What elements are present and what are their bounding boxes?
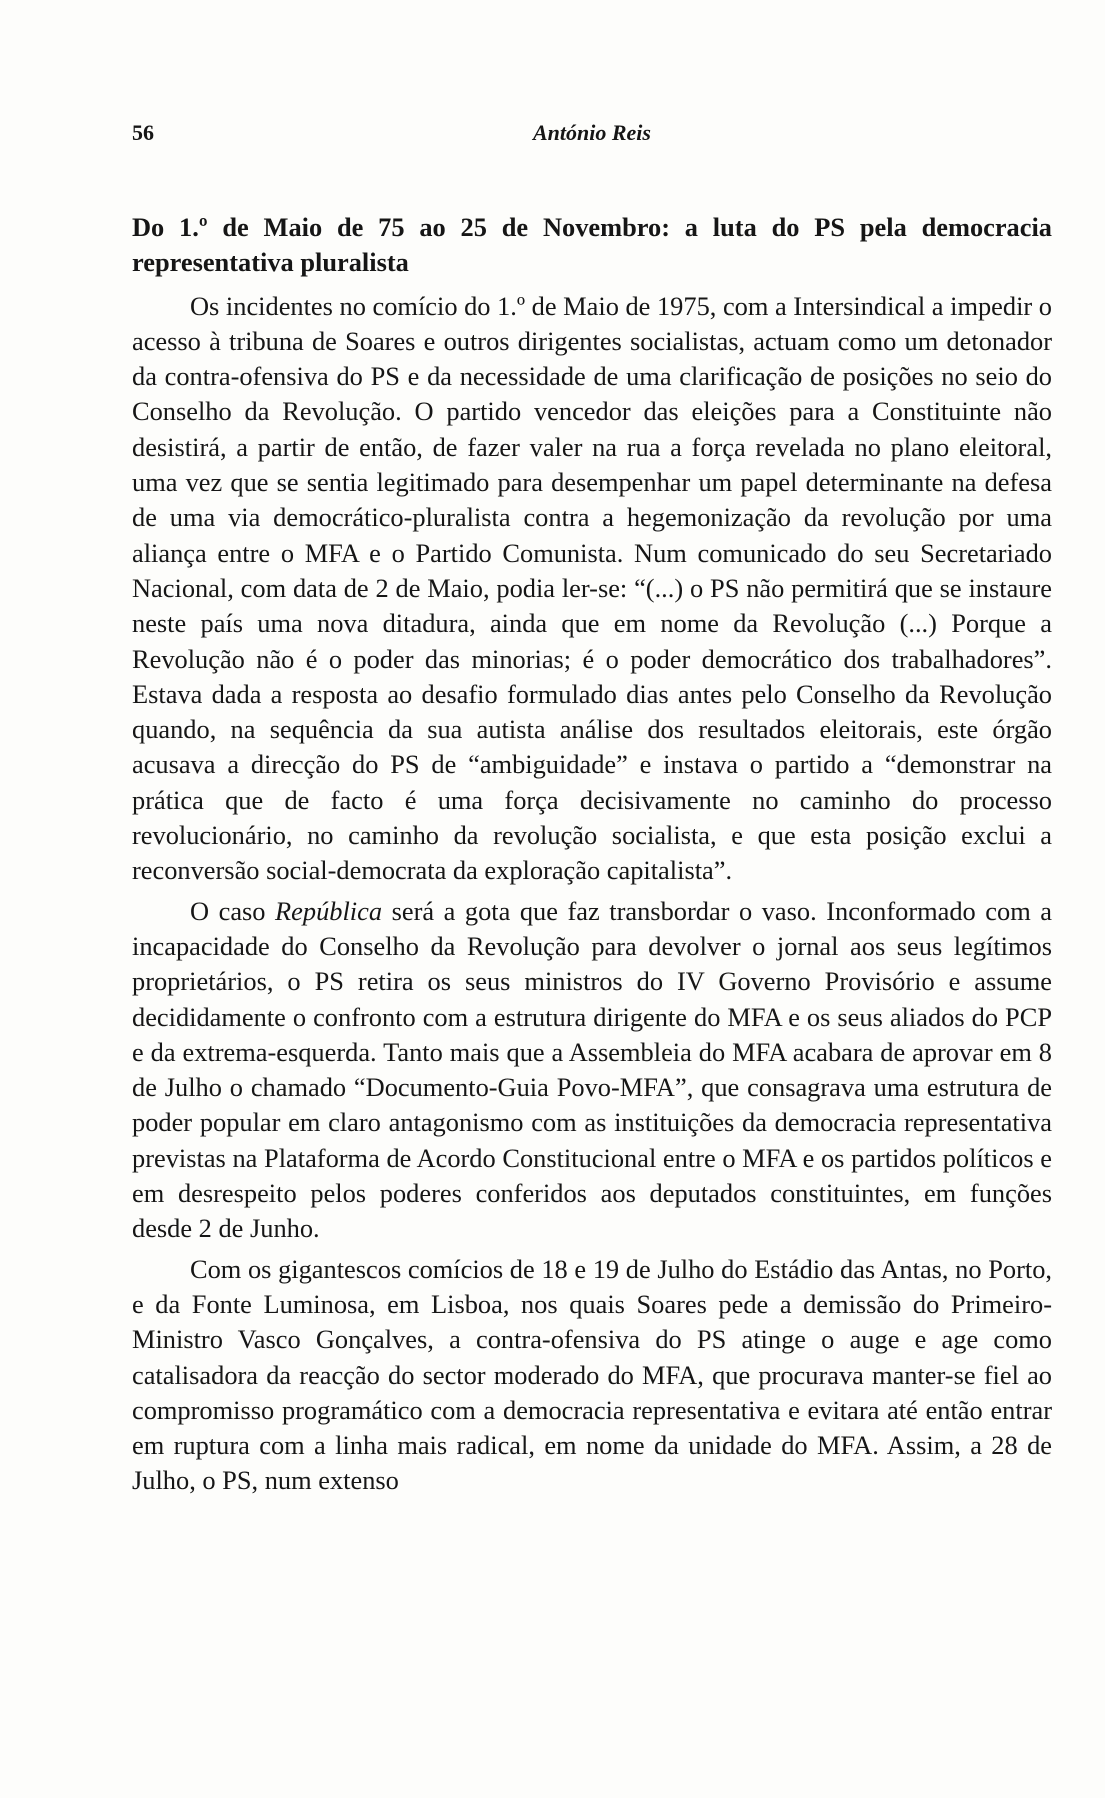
paragraph-3: Com os gigantescos comícios de 18 e 19 de Julho do Estádio das Antas, no Porto, e da Fonte Luminosa, em Lisboa, nos quais Soares pede a demissão do Primeiro-Ministro Vasco Gonçalves, a contra-ofensiva do PS atinge o auge e age como catalisadora da reacção do sector moderado do MFA, que procurava manter-se fiel ao compromisso programático com a democracia representativa e evitara até então entrar em ruptura com a linha mais radical, em nome da unidade do MFA. Assim, a 28 de Julho, o PS, num extenso [132, 1253, 1052, 1496]
running-title: António Reis [533, 120, 651, 145]
paragraph-2-start: O caso [190, 895, 276, 926]
section-heading: Do 1.º de Maio de 75 ao 25 de Novembro: a luta do PS pela democracia representativa pluralista [132, 212, 1052, 278]
running-head [132, 118, 1052, 148]
paragraph-2 [132, 894, 1052, 1247]
paragraph-2-rest: será a gota que faz transbordar o vaso. Inconformado com a incapacidade do Conselho da Revolução para devolver o jornal aos seus legítimos proprietários, o PS retira os seus ministros do IV Governo Provisório e assume decididamente o confronto com a estrutura dirigente do MFA e os seus aliados do PCP e da extrema-esquerda. Tanto mais que a Assembleia do MFA acabara de aprovar em 8 de Julho o chamado “Documento-Guia Povo-MFA”, que consagrava uma estrutura de poder popular em claro antagonismo com as instituições da democracia representativa previstas na Plataforma de Acordo Constitucional entre o MFA e os partidos políticos e em desrespeito pelos poderes conferidos aos deputados constituintes, em funções desde 2 de Junho. [132, 895, 1052, 1244]
paragraph-1: Os incidentes no comício do 1.º de Maio de 1975, com a Intersindical a impedir o acesso à tribuna de Soares e outros dirigentes socialistas, actuam como um detonador da contra-ofensiva do PS e da necessidade de uma clarificação de posições no seio do Conselho da Revolução. O partido vencedor das eleições para a Constituinte não desistirá, a partir de então, de fazer valer na rua a força revelada no plano eleitoral, uma vez que se sentia legitimado para desempenhar um papel determinante na defesa de uma via democrático-pluralista contra a hegemonização da revolução por uma aliança entre o MFA e o Partido Comunista. Num comunicado do seu Secretariado Nacional, com data de 2 de Maio, podia ler-se: “(...) o PS não permitirá que se instaure neste país uma nova ditadura, ainda que em nome da Revolução (...) Porque a Revolução não é o poder das minorias; é o poder democrático dos trabalhadores”. Estava dada a resposta ao desafio formulado dias antes pelo Conselho da Revolução quando, na sequência da sua autista análise dos resultados eleitorais, este órgão acusava a direcção do PS de “ambiguidade” e instava o partido a “demonstrar na prática que de facto é uma força decisivamente no caminho do processo revolucionário, no caminho da revolução socialista, e que esta posição exclui a reconversão social-democrata da exploração capitalista”. [132, 290, 1052, 886]
newspaper-title: República [275, 895, 383, 926]
body-text [132, 210, 1052, 1499]
page-number: 56 [132, 120, 154, 145]
